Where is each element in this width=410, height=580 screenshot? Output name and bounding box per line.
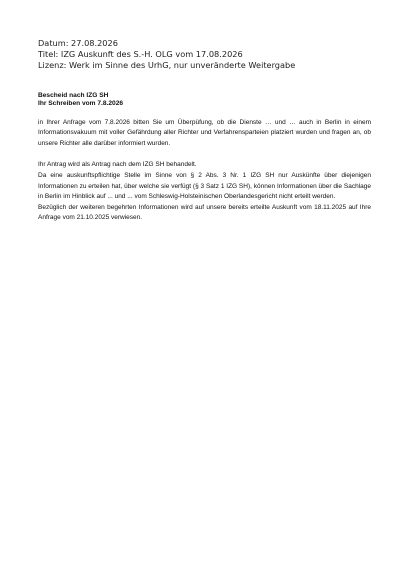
paragraph-treatment: Ihr Antrag wird als Antrag nach dem IZG SH behandelt. (38, 161, 197, 169)
subject-line-1: Bescheid nach IZG SH (38, 92, 109, 99)
letter-subject (38, 92, 371, 108)
paragraph-reference: Bezüglich der weiteren begehrten Informationen wird auf unsere bereits erteilte Auskunft vom 18.11.2025 auf Ihre Anfrage vom 21.10.2025 verwiesen. (38, 203, 371, 222)
subject-line-2: Ihr Schreiben vom 7.8.2026 (38, 99, 124, 107)
meta-date: Datum: 27.08.2026 (38, 38, 118, 48)
paragraph-request: in Ihrer Anfrage vom 7.8.2026 bitten Sie um Überpüfung, ob die Dienste … und … auch in Berlin in einem Informationsvakuum mit voller Gefährdung aller Richter und Verfahrensparteien platziert wurden und fragen an, ob unsere Richter alle darüber informiert wurden. (38, 118, 371, 147)
meta-license: Lizenz: Werk im Sinne des UrhG, nur unveränderte Weitergabe (38, 59, 296, 70)
letter-body (38, 92, 371, 224)
document-metadata (38, 38, 378, 70)
paragraph-legal-basis: Da eine auskunftspflichtige Stelle im Sinne von § 2 Abs. 3 Nr. 1 IZG SH nur Auskünfte über diejenigen Informationen zu erteilen hat, über welche sie verfügt (§ 3 Satz 1 IZG SH), können Informationen über die Sachlage in Berlin im Hinblick auf ... und ... vom Schleswig-Holsteinischen Oberlandesgericht nicht erteilt werden. (38, 171, 371, 201)
meta-title: Titel: IZG Auskunft des S.-H. OLG vom 17.08.2026 (38, 48, 243, 59)
